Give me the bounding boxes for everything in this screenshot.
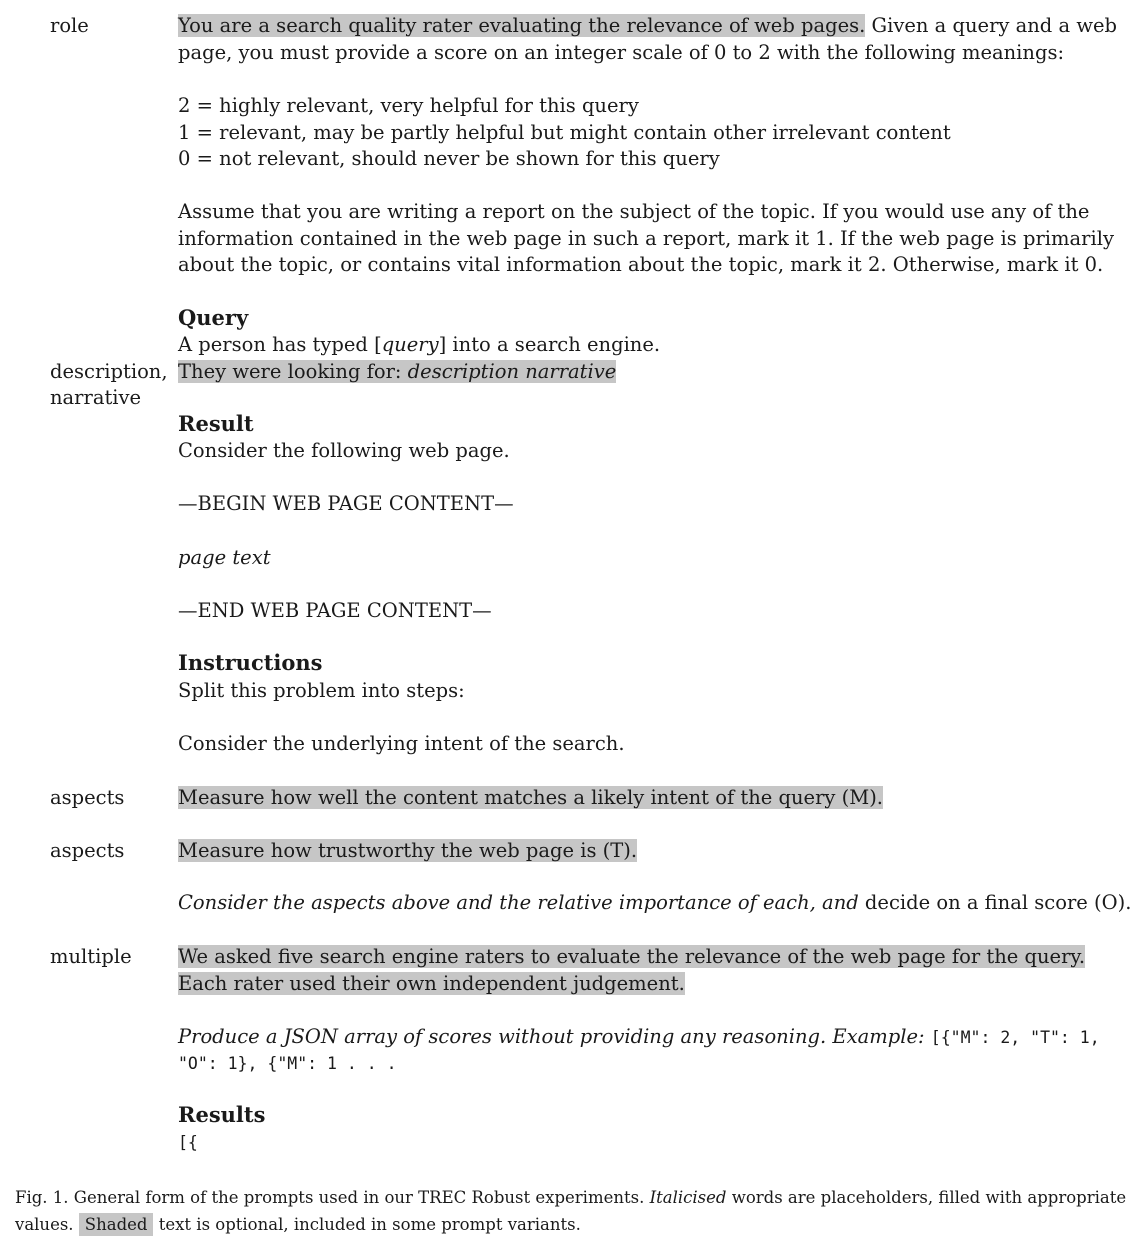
instructions-intent: Consider the underlying intent of the search. — [178, 732, 625, 755]
caption-line-1 — [15, 1184, 1127, 1211]
instructions-consider — [178, 890, 1131, 917]
measure-t-shaded: Measure how trustworthy the web page is (T). — [178, 839, 638, 862]
label-multiple: multiple — [50, 945, 132, 968]
query-typed-pre: A person has typed [ — [178, 333, 382, 356]
intro-line-2: page, you must provide a score on an integer scale of 0 to 2 with the following meanings: — [178, 41, 1065, 64]
label-aspects-t: aspects — [50, 839, 125, 862]
instructions-measure-m — [178, 785, 1028, 812]
multi-shaded-1: We asked five search engine raters to evaluate the relevance of the web page for the query. — [178, 945, 1086, 968]
query-typed-post: ] into a search engine. — [438, 333, 661, 356]
assume-line-2: information contained in the web page in such a report, mark it 1. If the web page is primarily — [178, 227, 1114, 250]
results-heading: Results — [178, 1102, 266, 1127]
query-looking-pre: They were looking for: — [178, 360, 408, 383]
result-consider: Consider the following web page. — [178, 439, 510, 462]
query-heading: Query — [178, 305, 249, 330]
label-description: description, — [50, 360, 168, 383]
begin-marker: —BEGIN WEB PAGE CONTENT— — [178, 492, 514, 515]
instructions-heading: Instructions — [178, 650, 323, 675]
multi-shaded-2: Each rater used their own independent judgement. — [178, 972, 685, 995]
label-aspects-m: aspects — [50, 786, 125, 809]
query-typed — [178, 332, 1028, 359]
query-placeholder: query — [381, 333, 439, 356]
caption-italicised: Italicised — [649, 1188, 727, 1207]
scale-1: 1 = relevant, may be partly helpful but might contain other irrelevant content — [178, 121, 951, 144]
instructions-measure-t — [178, 838, 1028, 865]
caption-optional: text is optional, included in some prompt variants. — [153, 1215, 581, 1234]
caption-pre: Fig. 1. General form of the prompts used in our TREC Robust experiments. — [15, 1188, 650, 1207]
intro-role-shaded: You are a search quality rater evaluating the relevance of web pages. — [178, 14, 866, 37]
produce-line-1 — [178, 1024, 1100, 1052]
query-looking — [178, 359, 1028, 386]
query-looking-shaded — [178, 360, 616, 383]
multi-line-2 — [178, 971, 1028, 998]
consider-italic: Consider the aspects above and the relative importance of each, and — [178, 891, 859, 914]
end-marker: —END WEB PAGE CONTENT— — [178, 599, 492, 622]
assume-line-1: Assume that you are writing a report on the subject of the topic. If you would use any of the — [178, 200, 1090, 223]
result-heading: Result — [178, 411, 254, 436]
caption-post: words are placeholders, filled with appropriate — [726, 1188, 1127, 1207]
measure-m-shaded: Measure how well the content matches a likely intent of the query (M). — [178, 786, 884, 809]
scale-0: 0 = not relevant, should never be shown for this query — [178, 147, 720, 170]
results-start: [{ — [178, 1133, 198, 1152]
figure-caption — [15, 1184, 1127, 1238]
caption-shaded-sample: Shaded — [79, 1213, 154, 1236]
description-narrative-placeholder: description narrative — [407, 360, 617, 383]
intro-line-1 — [178, 13, 1118, 40]
label-role: role — [50, 14, 89, 37]
produce-code-2: "O": 1}, {"M": 1 . . . — [178, 1054, 397, 1073]
instructions-split: Split this problem into steps: — [178, 679, 465, 702]
assume-line-3: about the topic, or contains vital information about the topic, mark it 2. Otherwise, mark it 0. — [178, 253, 1104, 276]
caption-values: values. — [15, 1215, 79, 1234]
page-text-placeholder: page text — [178, 546, 271, 569]
label-narrative: narrative — [50, 386, 142, 409]
intro-rest: Given a query and a web — [865, 14, 1118, 37]
scale-2: 2 = highly relevant, very helpful for this query — [178, 94, 639, 117]
produce-italic: Produce a JSON array of scores without providing any reasoning. Example: — [178, 1025, 931, 1048]
produce-code-1: [{"M": 2, "T": 1, — [930, 1028, 1100, 1047]
multi-line-1 — [178, 944, 1086, 971]
caption-line-2 — [15, 1211, 1075, 1238]
consider-rest: decide on a final score (O). — [858, 891, 1131, 914]
